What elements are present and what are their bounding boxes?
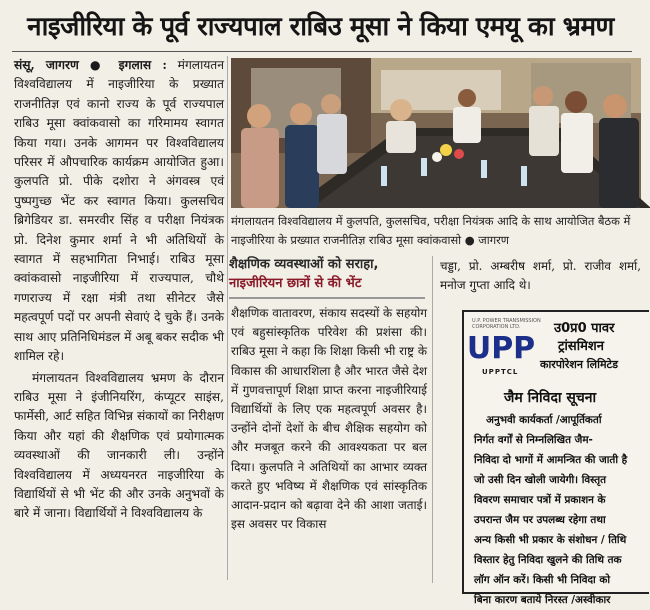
news-photo bbox=[231, 58, 641, 208]
subheadline-line-1: शैक्षणिक व्यवस्थाओं को सराहा, bbox=[229, 257, 379, 272]
tender-org-line-1: उ0प्र0 पावर bbox=[554, 321, 615, 336]
dateline: संसू, जागरण ● इगलास : bbox=[14, 58, 167, 72]
tender-body bbox=[474, 410, 649, 610]
subheadline bbox=[229, 255, 424, 295]
tender-line-5: विवरण समाचार पत्रों में प्रकाशन के bbox=[474, 494, 606, 506]
subheadline-line-2: नाइजीरियन छात्रों से की भेंट bbox=[229, 276, 362, 291]
article-paragraph-1 bbox=[14, 56, 224, 367]
article-column-left bbox=[14, 56, 224, 580]
article-paragraph-3: शैक्षणिक वातावरण, संकाय सदस्यों के सहयोग एवं बहुसांस्कृतिक परिवेश की प्रशंसा की। राबिउ मूसा ने कहा कि शिक्षा किसी भी राष्ट्र के विकास की आधारशिला है और भारत जैसे देश में गुणवत्तापूर्ण शिक्षा प्राप्त करना नाइजीरियाई विद्यार्थियों के लिए एक महत्वपूर्ण अवसर है। उन्होंने दोनों देशों के बीच शैक्षिक सहयोग को और मजबूत करने की आवश्यकता पर बल दिया। कुलपति ने अतिथियों का आभार व्यक्त करते हुए भविष्य में शैक्षणिक एवं सांस्कृतिक आदान-प्रदान को बढ़ावा देने की आशा जताई। इस अवसर पर विकास bbox=[231, 306, 428, 532]
tender-org-name bbox=[540, 320, 650, 374]
headline: नाइजीरिया के पूर्व राज्यपाल राबिउ मूसा ने किया एमयू का भ्रमण bbox=[27, 12, 614, 42]
logo-text: UPP bbox=[466, 331, 536, 366]
tender-line-4: जो उसी दिन खोली जायेगी। विस्तृत bbox=[474, 474, 607, 486]
tender-line-10: बिना कारण बताये निरस्त /अस्वीकार bbox=[474, 594, 611, 606]
column-divider bbox=[227, 56, 228, 580]
photo-caption: मंगलायतन विश्वविद्यालय में कुलपति, कुलसचिव, परीक्षा नियंत्रक आदि के साथ आयोजित बैठक में नाइजीरिया के प्रख्यात राजनीतिज्ञ राबिउ मूसा क्वांकवासो ● जागरण bbox=[231, 214, 631, 247]
tender-line-7: अन्य किसी भी प्रकार के संशोधन / तिथि bbox=[474, 534, 627, 546]
tender-line-1: अनुभवी कार्यकर्ता /आपूर्तिकर्ता bbox=[486, 414, 602, 426]
article-paragraph-4: चड्डा, प्रो. अम्बरीष शर्मा, प्रो. राजीव शर्मा, मनोज गुप्ता आदि थे। bbox=[440, 259, 641, 292]
article-column-right bbox=[440, 257, 641, 297]
meeting-photo-illustration bbox=[231, 58, 641, 208]
subheadline-rule bbox=[229, 297, 425, 299]
tender-org-line-2: ट्रांसमिशन bbox=[558, 339, 604, 354]
article-column-middle bbox=[231, 304, 427, 583]
tender-line-6: उपरान्त जैम पर उपलब्ध रहेगा तथा bbox=[474, 514, 606, 526]
article-paragraph-2: मंगलायतन विश्वविद्यालय भ्रमण के दौरान राबिउ मूसा ने इंजीनियरिंग, कंप्यूटर साइंस, फार्मेसी, आर्ट सहित विभिन्न संकायों का निरीक्षण किया और यहां की शैक्षणिक एवं प्रयोगात्मक व्यवस्थाओं की जानकारी ली। उन्होंने विश्वविद्यालय में अध्ययनरत नाइजीरिया के विद्यार्थियों से भी भेंट की और उनके अनुभवों के बारे में जाना। विद्यार्थियों ने विश्वविद्यालय के bbox=[14, 370, 224, 521]
tender-line-9: लॉग ऑन करें। किसी भी निविदा को bbox=[474, 574, 611, 586]
tender-line-8: विस्तार हेतु निविदा खुलने की तिथि तक bbox=[474, 554, 622, 566]
tender-logo-sub: UPPTCL bbox=[482, 368, 519, 376]
tender-org-english: U.P. POWER TRANSMISSION CORPORATION LTD. bbox=[472, 318, 541, 330]
tender-line-3: निविदा दो भागों में आमन्त्रित की जाती है bbox=[474, 454, 628, 466]
headline-rule bbox=[12, 51, 632, 52]
article-paragraph-1-text: मंगलायतन विश्वविद्यालय में नाइजीरिया के प्रख्यात राजनीतिज्ञ एवं कानो राज्य के पूर्व राज्यपाल राबिउ मूसा क्वांकवासो का गरिमामय स्वागत किया गया। उनके आगमन पर विश्वविद्यालय परिसर में औपचारिक कार्यक्रम आयोजित हुआ। कुलपति प्रो. पीके दशोरा ने अंगवस्त्र एवं पुष्पगुच्छ भेंट कर स्वागत किया। कुलसचिव ब्रिगेडियर डा. समरवीर सिंह व परीक्षा नियंत्रक प्रो. दिनेश कुमार शर्मा ने भी अतिथियों के स्वागत में सहभागिता निभाई। राबिउ मूसा क्वांकवासो नाइजीरिया में राज्यपाल, चौथे गणराज्य में रक्षा मंत्री तथा सीनेटर जैसे महत्वपूर्ण पदों पर अपनी सेवाएं दे चुके हैं। उनके साथ आए प्रतिनिधिमंडल में अबू बकर सदीक भी शामिल रहे। bbox=[14, 58, 225, 364]
tender-line-2: निर्गत वर्गों से निम्नलिखित जैम- bbox=[474, 434, 593, 446]
column-divider-2 bbox=[432, 256, 433, 583]
tender-notice-ad bbox=[462, 310, 649, 606]
tender-org-line-3: कारपोरेशन लिमिटेड bbox=[540, 358, 618, 371]
upptcl-logo-icon bbox=[466, 326, 536, 366]
tender-title: जैम निविदा सूचना bbox=[504, 390, 597, 406]
